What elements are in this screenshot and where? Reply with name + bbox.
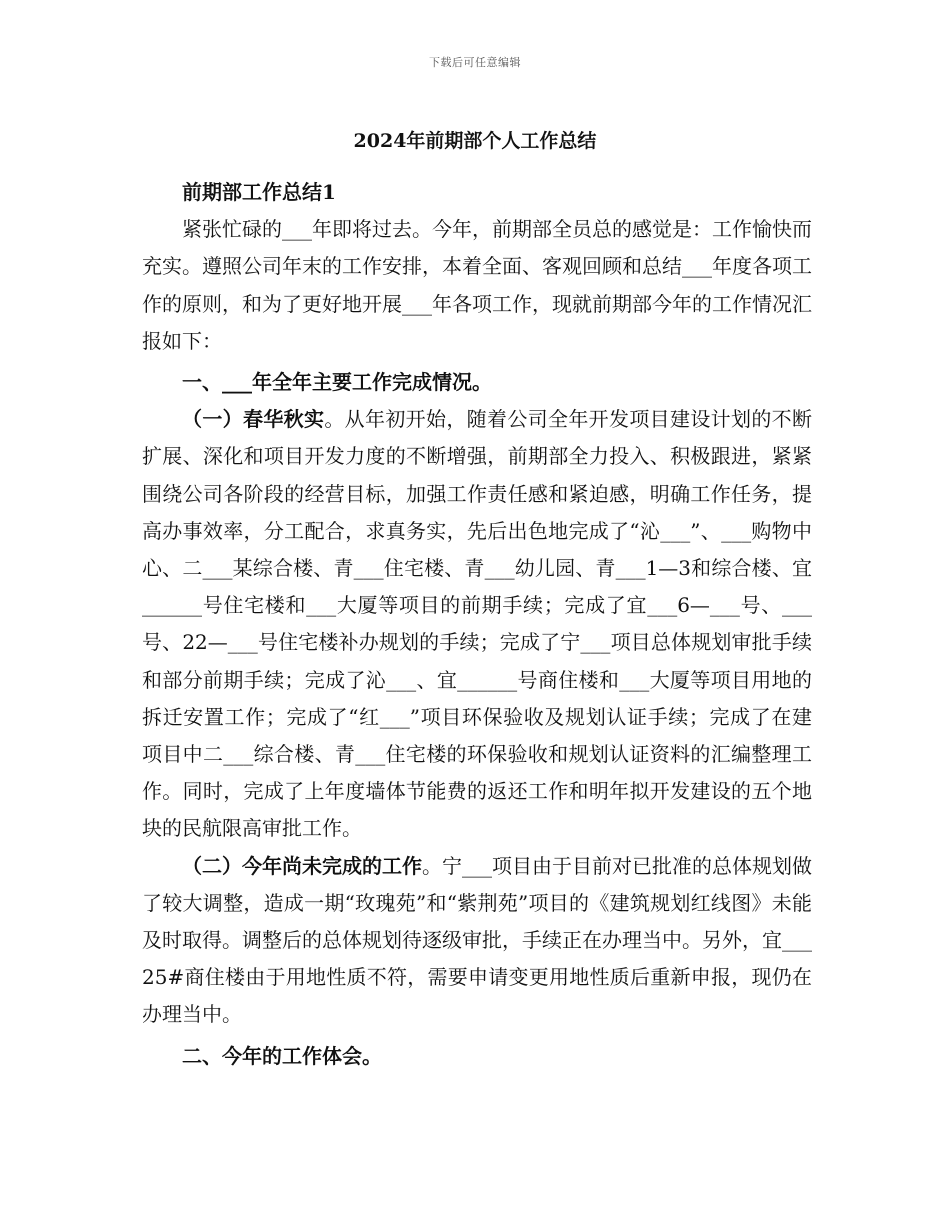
header-note: 下载后可任意编辑 [429, 56, 521, 69]
intro-paragraph: 紧张忙碌的___年即将过去。今年，前期部全员总的感觉是：工作愉快而充实。遵照公司年末的工作安排，本着全面、客观回顾和总结___年度各项工作的原则，和为了更好地开展___年各项工作，现就前期部今年的工作情况汇报如下： [142, 217, 812, 353]
item-1-text: 。从年初开始，随着公司全年开发项目建设计划的不断扩展、深化和项目开发力度的不断增强，前期部全力投入、积极跟进，紧紧围绕公司各阶段的经营目标，加强工作责任感和紧迫感，明确工作任务，提高办事效率，分工配合，求真务实，先后出色地完成了“沁___”、___购物中心、二___某综合楼、青___住宅楼、青___幼儿园、青___1—3和综合楼、宜______号住宅楼和___大厦等项目的前期手续；完成了宜___6—___号、___号、22—___号住宅楼补办规划的手续；完成了宁___项目总体规划审批手续和部分前期手续；完成了沁___、宜______号商住楼和___大厦等项目用地的拆迁安置工作；完成了“红___”项目环保验收及规划认证手续；完成了在建项目中二___综合楼、青___住宅楼的环保验收和规划认证资料的汇编整理工作。同时，完成了上年度墙体节能费的返还工作和明年拟开发建设的五个地块的民航限高审批工作。 [142, 407, 813, 841]
section-1-heading: 一、___年全年主要工作完成情况。 [182, 370, 492, 395]
item-1-lead: （一）春华秋实 [182, 407, 325, 432]
item-2-paragraph [142, 848, 812, 1034]
document-body [142, 172, 812, 1075]
section-2-heading: 二、今年的工作体会。 [182, 1043, 382, 1068]
item-2-text: 。宁___项目由于目前对已批准的总体规划做了较大调整，造成一期“玫瑰苑”和“紫荆苑”项目的《建筑规划红线图》未能及时取得。调整后的总体规划待逐级审批，手续正在办理当中。另外，宜___25#商住楼由于用地性质不符，需要申请变更用地性质后重新申报，现仍在办理当中。 [142, 853, 812, 1027]
item-2-lead: （二）今年尚未完成的工作 [182, 853, 422, 878]
item-1-paragraph [142, 401, 812, 847]
document-subtitle: 前期部工作总结1 [182, 180, 336, 204]
document-title: 2024年前期部个人工作总结 [353, 130, 597, 152]
